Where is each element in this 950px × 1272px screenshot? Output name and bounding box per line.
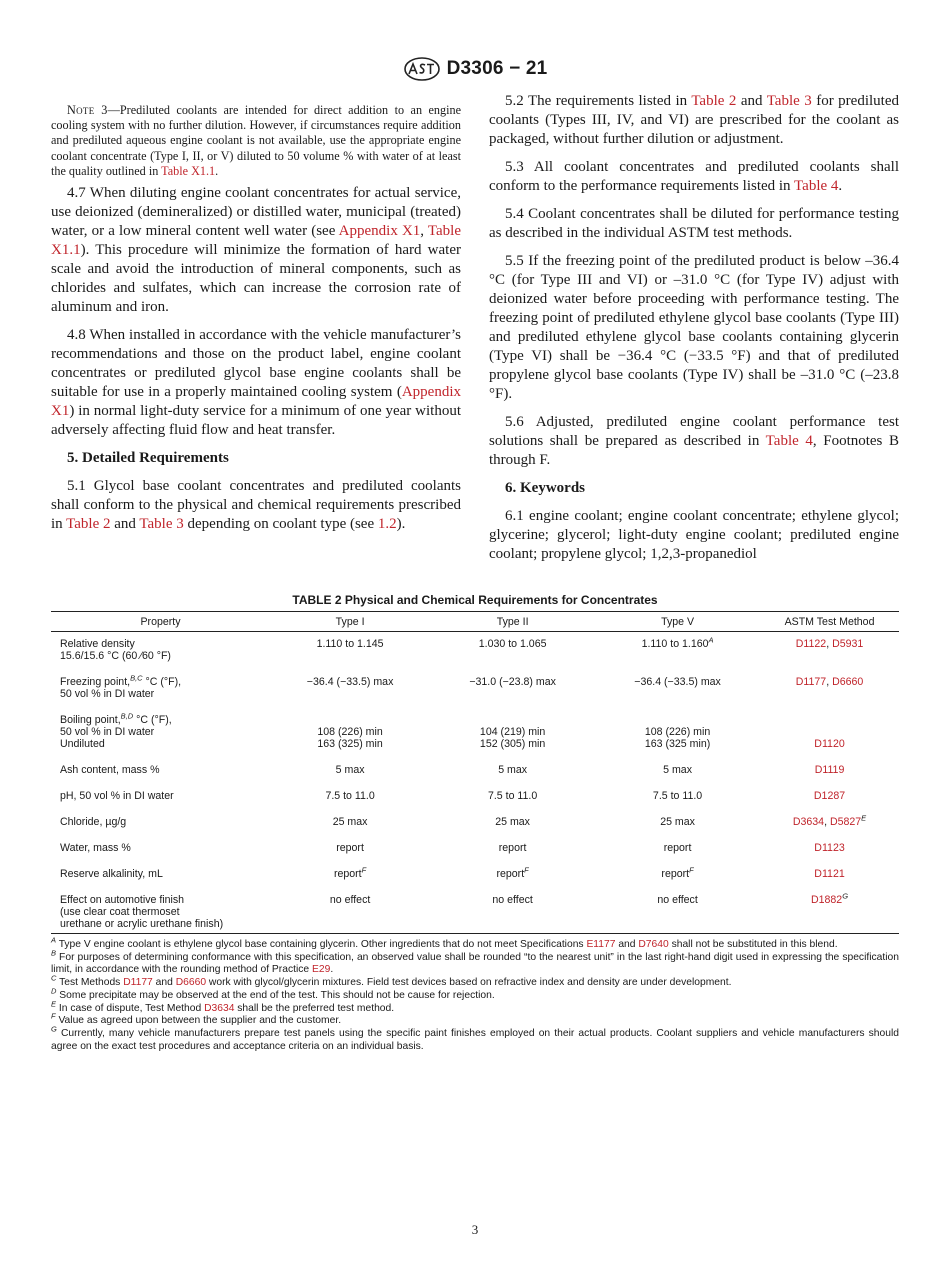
table-row: Water, mass % report report report D1123 bbox=[60, 842, 845, 854]
link-table-x1-1[interactable]: Table X1.1 bbox=[51, 223, 461, 259]
document-designation: D3306 − 21 bbox=[446, 58, 548, 79]
link-appendix-x1[interactable]: Appendix X1 bbox=[338, 223, 421, 240]
requirements-table bbox=[51, 611, 899, 934]
footnote-c: $^C$ Test Methods D1177 and D6660 work with glycol/glycerin mixtures. Field test devices based on refractive index and density are under development. bbox=[51, 973, 732, 989]
link-d7640[interactable]: D7640 bbox=[638, 939, 669, 950]
table-row: Chloride, µg/g 25 max 25 max 25 max D3634, $D5827^E$ bbox=[60, 813, 867, 828]
note-label: Note 3 bbox=[67, 103, 108, 117]
header-test-method: ASTM Test Method bbox=[760, 612, 899, 632]
link-d1123[interactable]: D1123 bbox=[814, 842, 845, 854]
link-d1122[interactable]: D1122 bbox=[795, 638, 827, 650]
link-appendix-x1[interactable]: Appendix X1 bbox=[51, 384, 461, 420]
link-section-1-2[interactable]: 1.2 bbox=[377, 516, 397, 533]
link-d1120[interactable]: D1120 bbox=[814, 738, 845, 750]
link-table-x1-1[interactable]: Table X1.1 bbox=[161, 163, 216, 178]
table-row: Ash content, mass % 5 max 5 max 5 max D1119 bbox=[60, 764, 845, 776]
link-d1287[interactable]: D1287 bbox=[813, 790, 846, 802]
link-d3634[interactable]: D3634 bbox=[792, 816, 825, 828]
link-table-3[interactable]: Table 3 bbox=[766, 93, 812, 109]
table-2 bbox=[51, 593, 899, 1053]
link-table-2[interactable]: Table 2 bbox=[691, 93, 737, 109]
paragraph-4-8: 4.8 When installed in accordance with the vehicle manufacturer’s recommendations and those on the product label, engine coolant concentrates or prediluted glycol base engine coolants shall be suitable for use in a properly maintained cooling system (Appendix X1) in normal light-duty service for a minimum of one year without adversely affecting fluid flow and heat transfer. bbox=[51, 327, 461, 439]
table-row: Effect on automotive finish (use clear coat thermoset urethane or acrylic urethane finish) no effect no effect no effect $D1882^G$ bbox=[51, 884, 899, 934]
table-row: Freezing point,$^{B,C}$ °C (°F), 50 vol % in DI water −36.4 (−33.5) max −31.0 (−23.8) max −36.4 (−33.5) max D1177, D6660 bbox=[60, 673, 864, 700]
link-d1882[interactable]: D1882 bbox=[810, 894, 843, 906]
page-number: 3 bbox=[471, 1222, 479, 1237]
link-d3634[interactable]: D3634 bbox=[204, 1002, 235, 1014]
header-type-2: Type II bbox=[430, 612, 595, 632]
table-row: pH, 50 vol % in DI water 7.5 to 11.0 7.5 to 11.0 7.5 to 11.0 D1287 bbox=[60, 790, 846, 802]
header-type-1: Type I bbox=[270, 612, 430, 632]
table-row: Boiling point,$^{B,D}$ °C (°F), 50 vol % in DI water Undiluted 108 (226) min 163 (325) min 104 (219) min 152 (305) min 108 (226) min 163 (325 min) D1120 bbox=[60, 711, 845, 750]
footnote-g: $^G$ Currently, many vehicle manufacturers prepare test panels using the specific paint finishes employed on their actual products. Coolant suppliers and vehicle manufacturers should agree on the exact test procedures and acceptance criteria on an individual basis. bbox=[51, 1024, 899, 1052]
header-type-5: Type V bbox=[595, 612, 760, 632]
link-d1121[interactable]: D1121 bbox=[814, 868, 845, 880]
link-d5931[interactable]: D5931 bbox=[832, 638, 864, 650]
table-header-row bbox=[51, 612, 899, 632]
footnote-e: $^E$ In case of dispute, Test Method D3634 shall be the preferred test method. bbox=[51, 999, 395, 1014]
table-footnotes bbox=[51, 935, 899, 1053]
paragraph-5-2: 5.2 The requirements listed in Table 2 and Table 3 for prediluted coolants (Types III, IV, and VI) are prescribed for the coolant as packaged, without further dilution or adjustment. bbox=[489, 93, 899, 147]
table-row: Reserve alkalinity, mL report$^F$ report$^F$ report$^F$ D1121 bbox=[60, 865, 845, 880]
link-d5827[interactable]: D5827 bbox=[829, 816, 862, 828]
link-d1119[interactable]: D1119 bbox=[814, 764, 845, 776]
paragraph-5-3: 5.3 All coolant concentrates and prediluted coolants shall conform to the performance requirements listed in Table 4. bbox=[489, 159, 899, 194]
section-heading-5: 5. Detailed Requirements bbox=[67, 450, 229, 467]
paragraph-6-1: 6.1 engine coolant; engine coolant concentrate; ethylene glycol; glycerine; glycerol; light-duty engine coolant; prediluted engine coolant; propylene glycol; 1,2,3-propanediol bbox=[489, 508, 899, 562]
paragraph-4-7: 4.7 When diluting engine coolant concentrates for actual service, use deionized (demineralized) or distilled water, municipal (treated) water, or a low mineral content well water (see Appendix X1, Table X1.1). This procedure will minimize the formation of hard water scale and avoid the introduction of mineral components, such as chlorides and sulfates, which can increase the corrosion rate of aluminum and iron. bbox=[51, 185, 461, 316]
page-header bbox=[0, 57, 950, 83]
paragraph-5-4: 5.4 Coolant concentrates shall be diluted for performance testing as described in the individual ASTM test methods. bbox=[489, 206, 899, 241]
link-table-2[interactable]: Table 2 bbox=[66, 516, 111, 533]
right-column bbox=[489, 92, 899, 573]
footnote-f: $^F$ Value as agreed upon between the supplier and the customer. bbox=[51, 1011, 342, 1027]
link-d6660[interactable]: D6660 bbox=[175, 977, 207, 989]
link-e29[interactable]: E29 bbox=[312, 964, 331, 976]
link-d1177[interactable]: D1177 bbox=[123, 977, 153, 989]
link-table-3[interactable]: Table 3 bbox=[139, 516, 184, 533]
link-table-4[interactable]: Table 4 bbox=[765, 433, 813, 449]
section-heading-6: 6. Keywords bbox=[505, 480, 585, 496]
link-table-4[interactable]: Table 4 bbox=[794, 178, 839, 194]
table-row: Relative density 15.6/15.6 °C (60 ⁄60 °F) 1.110 to 1.145 1.030 to 1.065 1.110 to $1.160^A$ D1122, D5931 bbox=[60, 635, 864, 662]
footnote-b: $^B$ For purposes of determining conformance with this specification, an observed value shall be rounded “to the nearest unit” in the last right-hand digit used in expressing the specification limit, in accordance with the rounding method of Practice E29. bbox=[51, 948, 899, 976]
paragraph-5-1: 5.1 Glycol base coolant concentrates and prediluted coolants shall conform to the physical and chemical requirements prescribed in Table 2 and Table 3 depending on coolant type (see 1.2). bbox=[51, 478, 461, 533]
paragraph-5-5: 5.5 If the freezing point of the prediluted product is below –36.4 °C (for Type III and VI) or –31.0 °C (for Type IV) adjust with deionized water before proceeding with performance testing. The freezing point of prediluted ethylene glycol base coolants (Type III) and prediluted ethylene glycol base coolants containing glycerin (Type VI) shall be −36.4 °C (−33.5 °F) and that of prediluted propylene glycol base coolants (Type IV) shall be –31.0 °C (–23.8 °F). bbox=[489, 253, 899, 402]
left-column bbox=[51, 92, 461, 543]
table-title: TABLE 2 Physical and Chemical Requirements for Concentrates bbox=[292, 593, 658, 607]
link-d6660[interactable]: D6660 bbox=[832, 676, 864, 688]
note-3: Note 3—Prediluted coolants are intended for direct addition to an engine cooling system with no further dilution. However, if circumstances require addition and prediluted aqueous engine coolant is not available, use the appropriate engine coolant concentrate (Type I, II, or V) diluted to 50 volume % with water of at least the quality outlined in Table X1.1. bbox=[51, 103, 461, 178]
link-e1177[interactable]: E1177 bbox=[586, 939, 616, 950]
astm-logo-icon bbox=[403, 57, 441, 81]
header-property: Property bbox=[51, 612, 270, 632]
footnote-d: $^D$ Some precipitate may be observed at the end of the test. This should not be cause for rejection. bbox=[51, 986, 495, 1001]
paragraph-5-6: 5.6 Adjusted, prediluted engine coolant performance test solutions shall be prepared as described in Table 4, Footnotes B through F. bbox=[489, 414, 899, 468]
footnote-a: $^A$ Type V engine coolant is ethylene glycol base containing glycerin. Other ingredients that do not meet Specifications E1177 and D7640 shall not be substituted in this blend. bbox=[51, 935, 838, 950]
link-d1177[interactable]: D1177 bbox=[795, 676, 827, 688]
